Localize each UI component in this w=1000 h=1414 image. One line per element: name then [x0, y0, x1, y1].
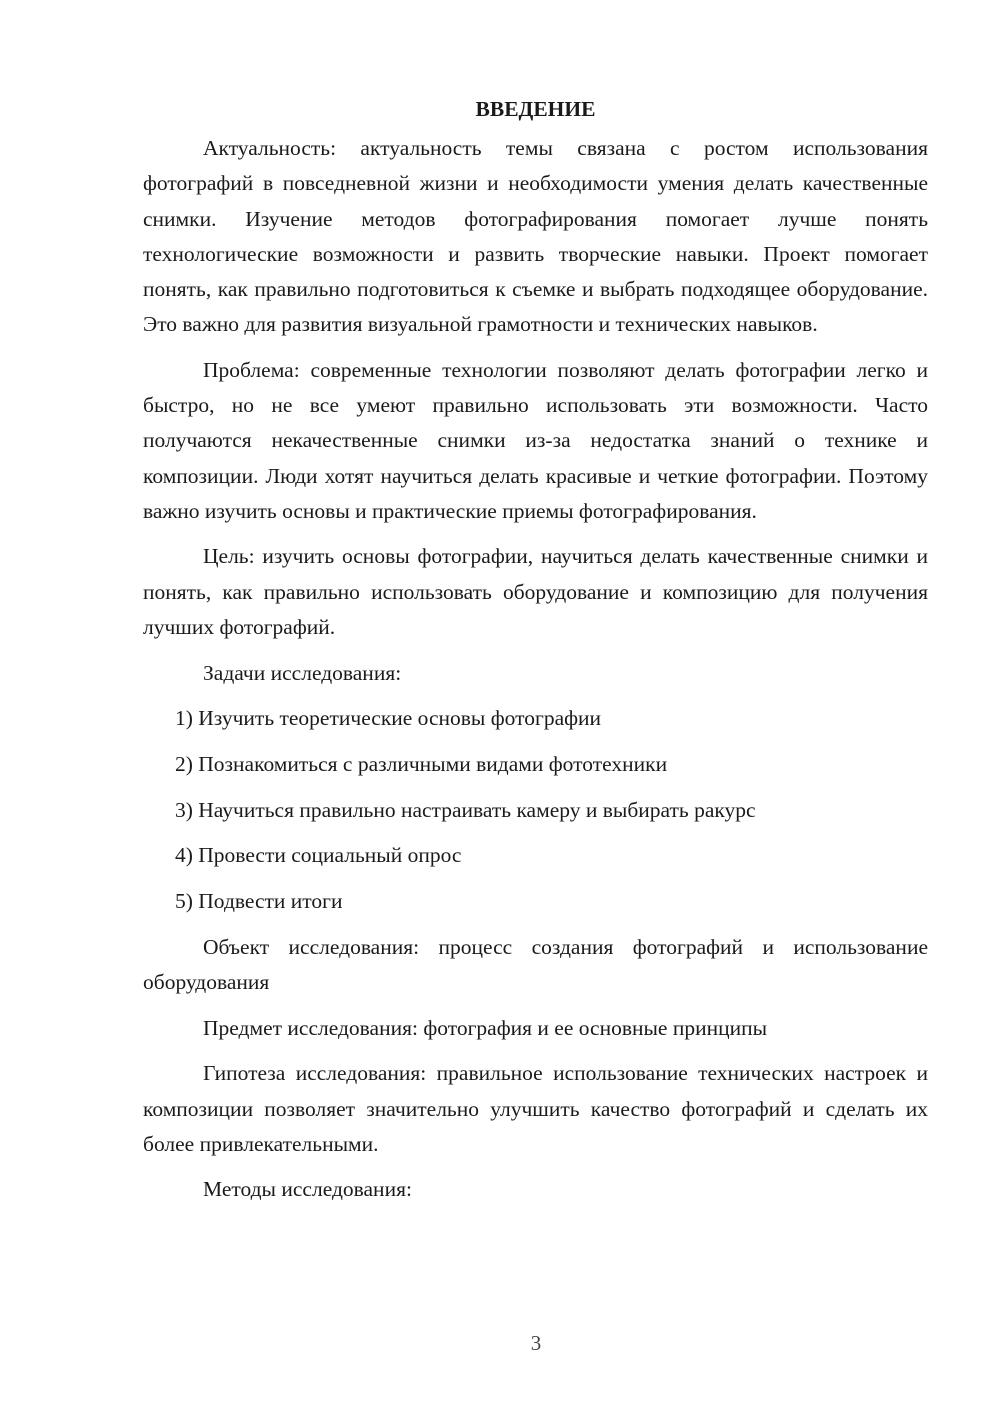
paragraph-goal: Цель: изучить основы фотографии, научиться делать качественные снимки и понять, как правильно использовать оборудование и композицию для получения лучших фотографий.: [143, 544, 928, 639]
tasks-list: [143, 701, 928, 919]
page-title: ВВЕДЕНИЕ: [475, 97, 596, 121]
paragraph-problem: Проблема: современные технологии позволяют делать фотографии легко и быстро, но не все умеют правильно использовать эти возможности. Часто получаются некачественные снимки из-за недостатка знаний о технике и композиции. Люди хотят научиться делать красивые и четкие фотографии. Поэтому важно изучить основы и практические приемы фотографирования.: [143, 357, 928, 523]
page-number: 3: [530, 1331, 542, 1355]
list-item: 2) Познакомиться с различными видами фототехники: [175, 751, 668, 776]
paragraph-relevance: Актуальность: актуальность темы связана с ростом использования фотографий в повседневной жизни и необходимости умения делать качественные снимки. Изучение методов фотографирования помогает лучше понять технологические возможности и развить творческие навыки. Проект помогает понять, как правильно подготовиться к съемке и выбрать подходящее оборудование. Это важно для развития визуальной грамотности и технических навыков.: [143, 136, 928, 337]
paragraph-subject: Предмет исследования: фотография и ее основные принципы: [203, 1015, 768, 1040]
list-item: 4) Провести социальный опрос: [175, 843, 462, 868]
list-item: 5) Подвести итоги: [175, 889, 343, 914]
list-item: 1) Изучить теоретические основы фотографии: [175, 706, 602, 731]
paragraph-hypothesis: Гипотеза исследования: правильное использование технических настроек и композиции позволяет значительно улучшить качество фотографий и сделать их более привлекательными.: [143, 1061, 928, 1156]
methods-heading: Методы исследования:: [203, 1177, 412, 1202]
paragraph-object: Объект исследования: процесс создания фотографий и использование оборудования: [143, 934, 928, 994]
tasks-heading: Задачи исследования:: [203, 660, 402, 685]
document-page: [143, 92, 928, 1218]
list-item: 3) Научиться правильно настраивать камеру и выбирать ракурс: [175, 797, 756, 822]
